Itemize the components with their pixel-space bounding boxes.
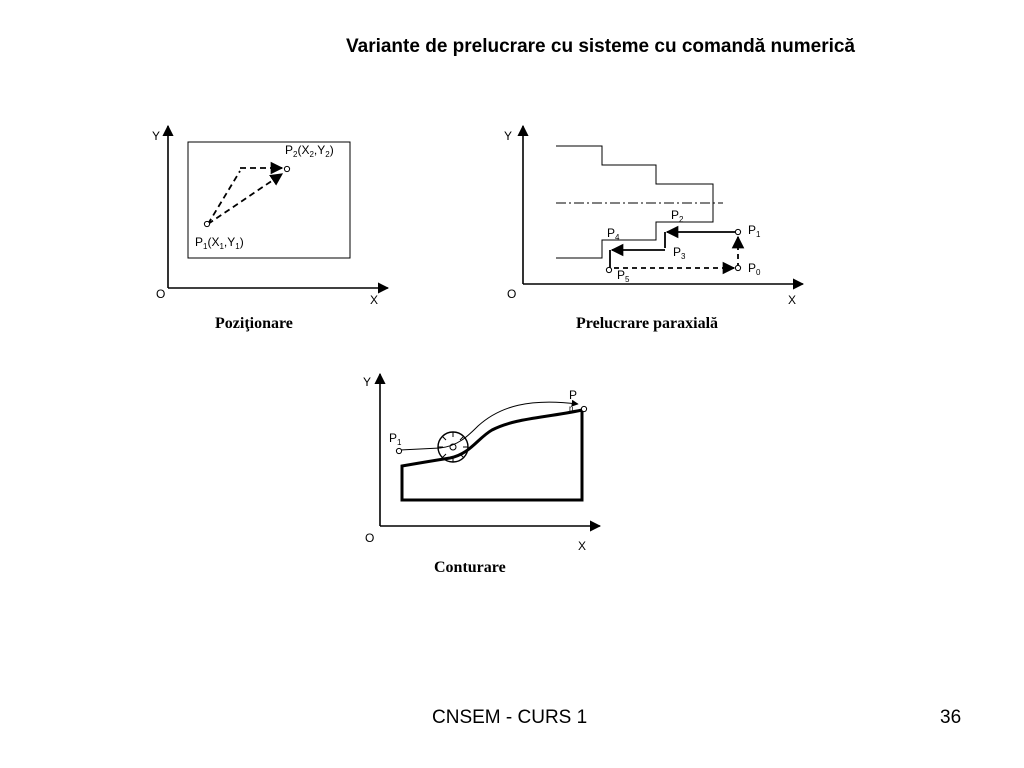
x-axis-label: X xyxy=(788,293,797,307)
positioning-diagram xyxy=(152,126,388,332)
p5-label: $P_5$ xyxy=(617,268,630,284)
p3-label: $P_3$ xyxy=(673,245,686,261)
contour-toolpath xyxy=(400,402,578,450)
point-p0 xyxy=(735,265,740,270)
y-axis-label: Y xyxy=(363,375,372,389)
origin-label: O xyxy=(507,287,517,301)
positioning-caption: Poziţionare xyxy=(215,315,293,332)
y-axis-label: Y xyxy=(504,129,513,143)
p1-label: $P_1(X_1,Y_1)$ xyxy=(195,235,244,251)
point-p5 xyxy=(606,267,611,272)
stepped-workpiece xyxy=(556,146,713,258)
p1-label: $P_1$ xyxy=(748,223,761,239)
contouring-caption: Conturare xyxy=(434,559,506,576)
page-number: 36 xyxy=(940,707,962,728)
paraxial-caption: Prelucrare paraxială xyxy=(576,315,719,332)
x-axis-label: X xyxy=(370,293,379,307)
p0-label: $P_0$ xyxy=(748,261,761,277)
milling-cutter-icon xyxy=(438,432,468,462)
point-p1 xyxy=(396,448,401,453)
x-axis-label: X xyxy=(578,539,587,553)
contoured-workpiece xyxy=(402,410,582,500)
p2-label: $P_2$ xyxy=(671,208,684,224)
footer-course-label: CNSEM - CURS 1 xyxy=(432,707,588,728)
paraxial-diagram xyxy=(504,126,803,332)
point-pn xyxy=(581,406,586,411)
p1-label: $P_1$ xyxy=(389,431,402,447)
point-p1 xyxy=(735,229,740,234)
pn-label: P n xyxy=(569,388,578,413)
p2-label: $P_2(X_2,Y_2)$ xyxy=(285,143,334,159)
point-p2 xyxy=(284,166,289,171)
move-segment-diagonal xyxy=(208,174,282,224)
contouring-diagram xyxy=(363,374,600,576)
p4-label: $P_4$ xyxy=(607,226,620,242)
origin-label: O xyxy=(156,287,166,301)
point-p1 xyxy=(204,221,209,226)
y-axis-label: Y xyxy=(152,129,161,143)
move-segment-vertical xyxy=(208,171,240,224)
slide-title: Variante de prelucrare cu sisteme cu comandă numerică xyxy=(346,36,856,57)
origin-label: O xyxy=(365,531,375,545)
